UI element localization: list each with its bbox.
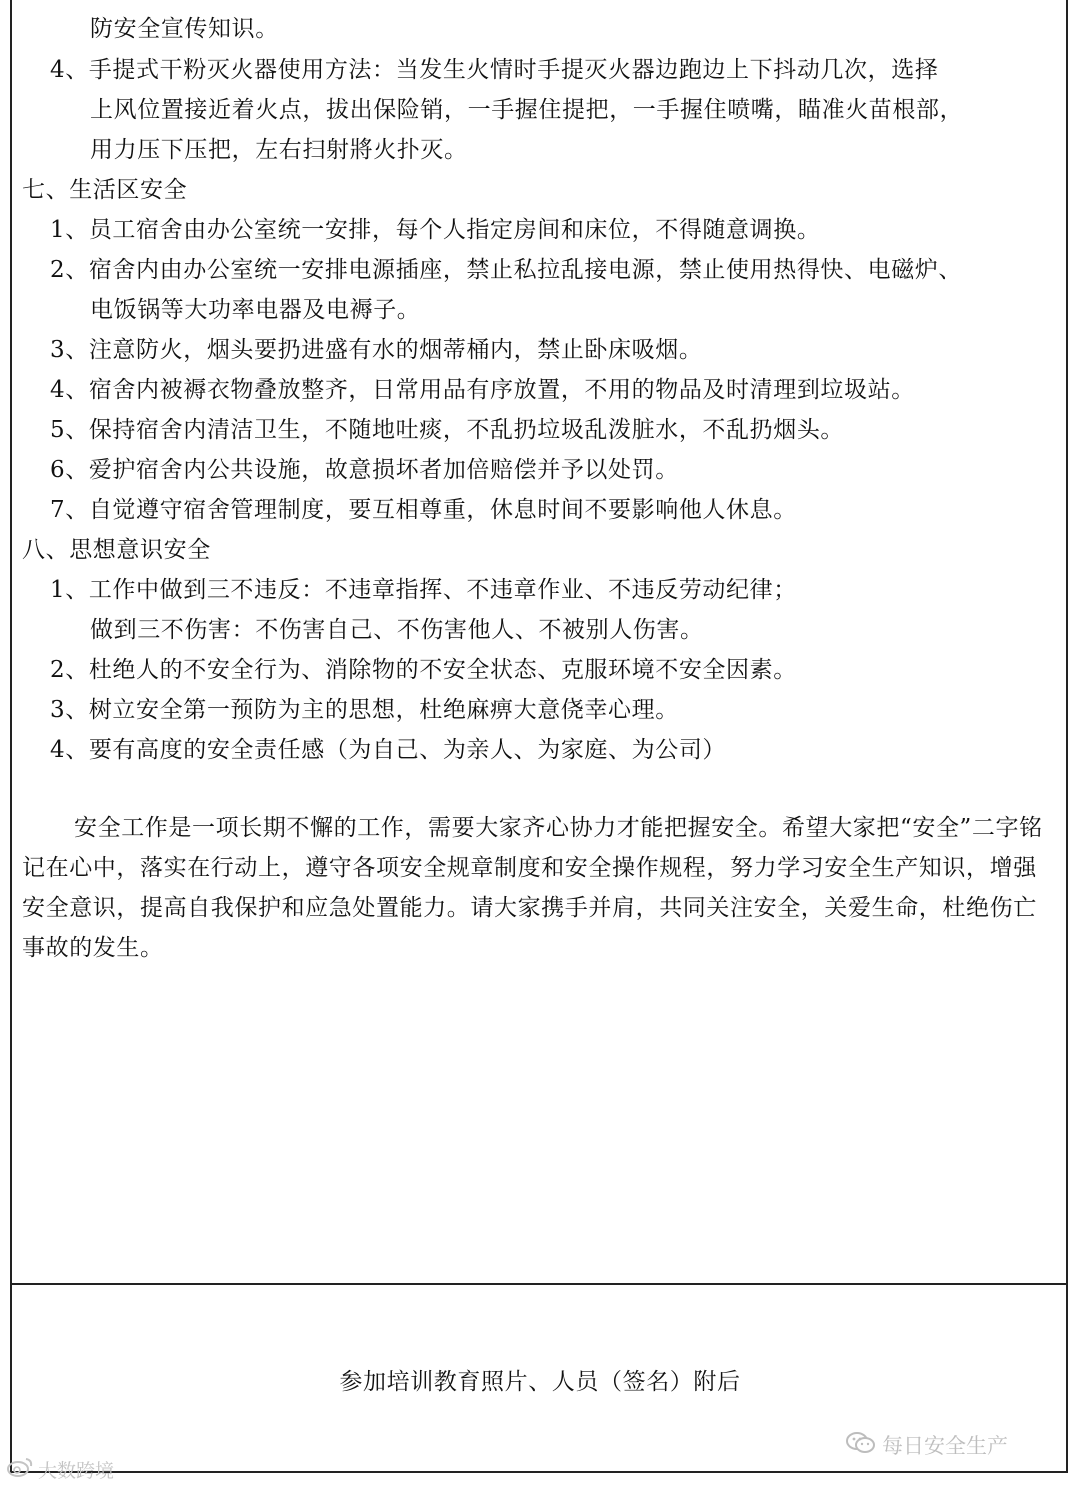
list-item-line: 5、保持宿舍内清洁卫生，不随地吐痰，不乱扔垃圾乱泼脏水，不乱扔烟头。 xyxy=(50,417,845,443)
weibo-icon xyxy=(6,1456,34,1483)
attachment-note: 参加培训教育照片、人员（签名）附后 xyxy=(339,1369,741,1395)
list-item-line: 3、注意防火，烟头要扔进盛有水的烟蒂桶内，禁止卧床吸烟。 xyxy=(50,337,703,363)
watermark-left-text: 大数跨境 xyxy=(38,1460,115,1482)
list-item-line: 7、自觉遵守宿舍管理制度，要互相尊重，休息时间不要影响他人休息。 xyxy=(50,497,797,523)
section-heading: 七、生活区安全 xyxy=(22,177,188,203)
list-item-line: 2、杜绝人的不安全行为、消除物的不安全状态、克服环境不安全因素。 xyxy=(50,657,797,683)
section-heading: 八、思想意识安全 xyxy=(22,537,211,563)
list-item-line: 3、树立安全第一预防为主的思想，杜绝麻痹大意侥幸心理。 xyxy=(50,697,679,723)
list-item-line: 1、员工宿舍由办公室统一安排，每个人指定房间和床位，不得随意调换。 xyxy=(50,217,821,243)
watermark-right-text: 每日安全生产 xyxy=(882,1434,1008,1458)
watermark-left xyxy=(6,1456,114,1483)
list-item-line: 上风位置接近着火点，拔出保险销，一手握住提把，一手握住喷嘴，瞄准火苗根部， xyxy=(90,97,964,123)
list-item-line: 4、宿舍内被褥衣物叠放整齐，日常用品有序放置，不用的物品及时清理到垃圾站。 xyxy=(50,377,915,403)
list-item-line: 电饭锅等大功率电器及电褥子。 xyxy=(90,297,421,323)
closing-paragraph-text: 安全工作是一项长期不懈的工作，需要大家齐心协力才能把握安全。希望大家把“安全”二字铭记在心中，落实在行动上，遵守各项安全规章制度和安全操作规程，努力学习安全生产知识，增强安全意识，提高自我保护和应急处置能力。请大家携手并肩，共同关注安全，关爱生命，杜绝伤亡事故的发生。 xyxy=(22,815,1043,961)
watermark-right xyxy=(846,1430,1008,1460)
list-item-line: 6、爱护宿舍内公共设施，故意损坏者加倍赔偿并予以处罚。 xyxy=(50,457,679,483)
list-item-line: 防安全宣传知识。 xyxy=(90,16,279,42)
list-item-line: 4、手提式干粉灭火器使用方法：当发生火情时手提灭火器边跑边上下抖动几次，选择 xyxy=(50,57,939,83)
closing-paragraph xyxy=(22,808,1058,968)
section-divider xyxy=(10,1283,1068,1285)
list-item-line: 用力压下压把，左右扫射將火扑灭。 xyxy=(90,137,468,163)
list-item-line: 1、工作中做到三不违反：不违章指挥、不违章作业、不违反劳动纪律； xyxy=(50,577,797,603)
list-item-line: 4、要有高度的安全责任感（为自己、为亲人、为家庭、为公司） xyxy=(50,737,727,763)
list-item-line: 2、宿舍内由办公室统一安排电源插座，禁止私拉乱接电源，禁止使用热得快、电磁炉、 xyxy=(50,257,963,283)
wechat-icon xyxy=(846,1431,876,1460)
list-item-line: 做到三不伤害：不伤害自己、不伤害他人、不被别人伤害。 xyxy=(90,617,704,643)
